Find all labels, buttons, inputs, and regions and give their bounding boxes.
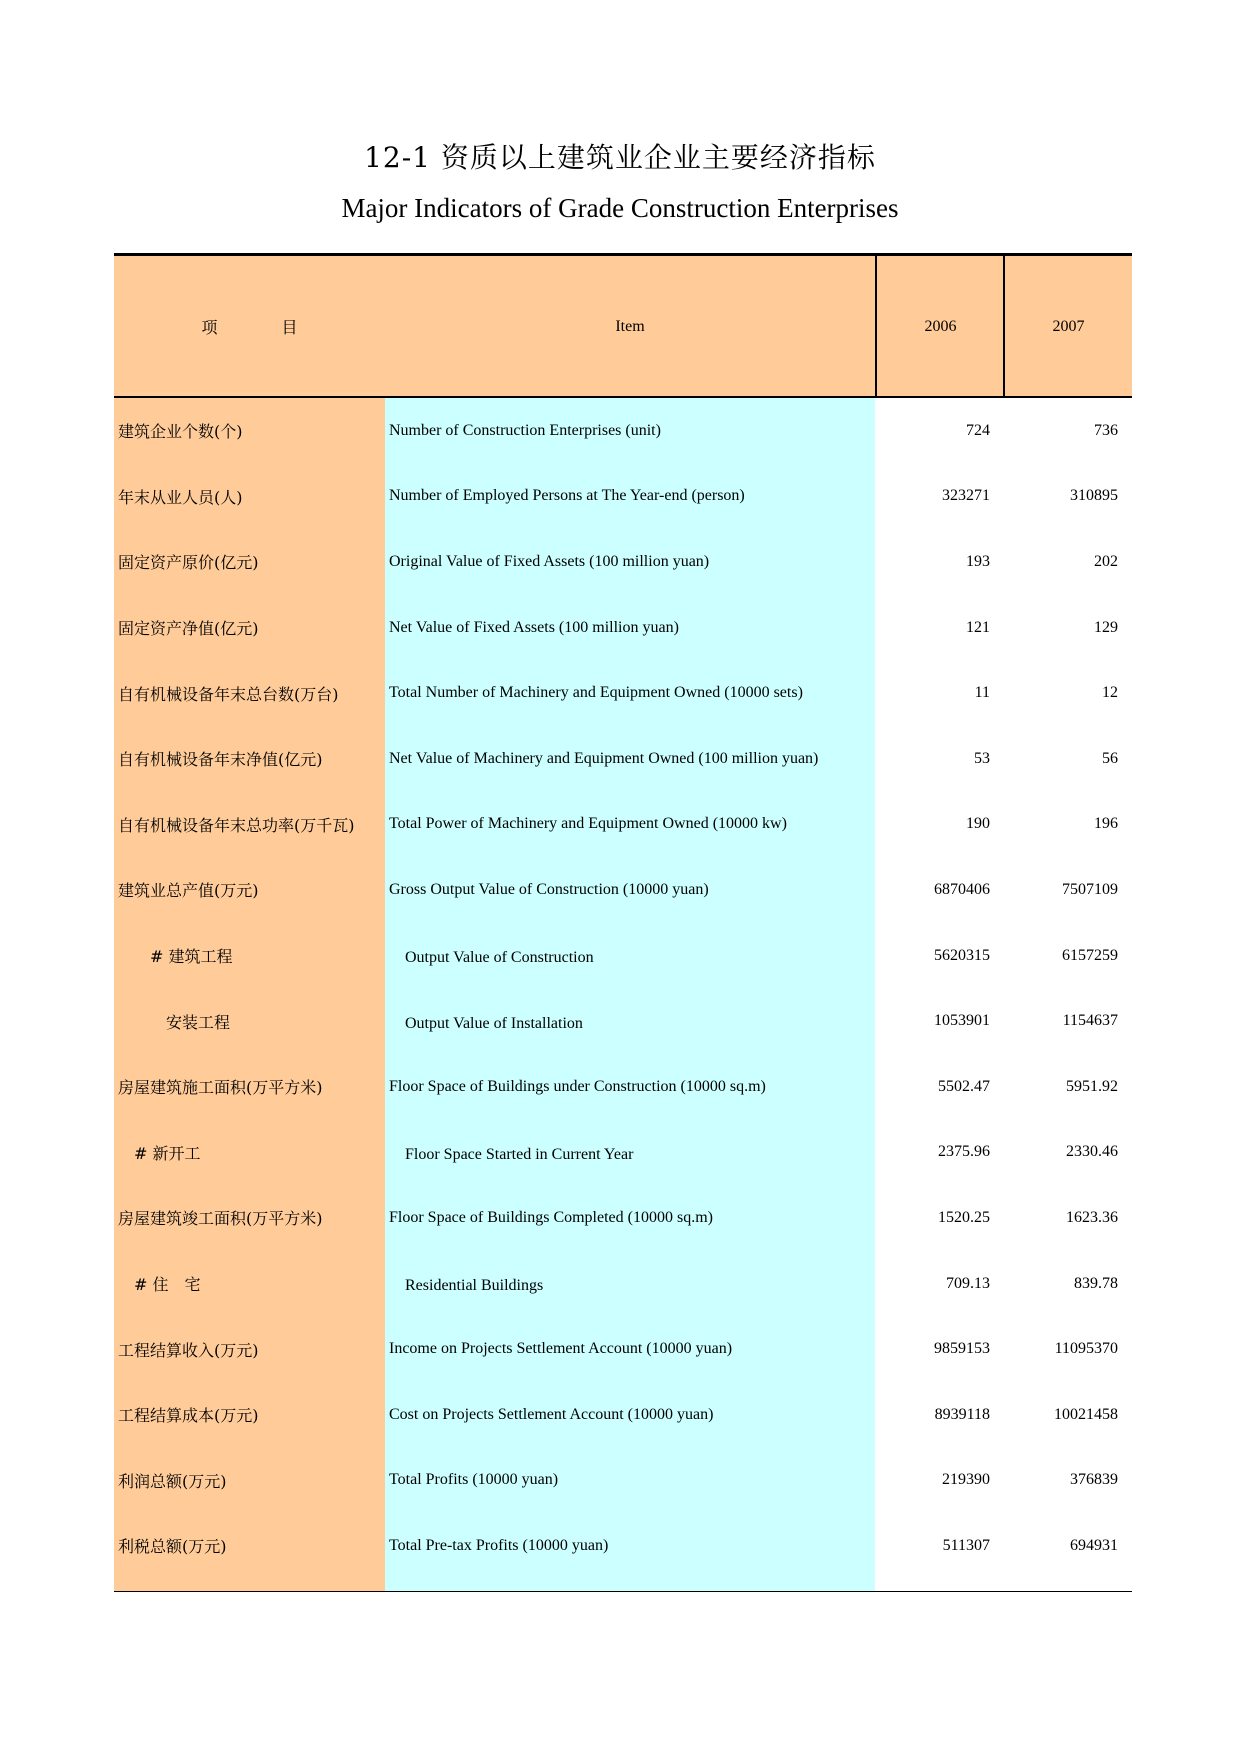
row-label-en: Gross Output Value of Construction (10000 yuan): [389, 880, 709, 898]
row-value-2006: 11: [974, 684, 990, 702]
header-year-2006: 2006: [924, 317, 957, 335]
row-label-en: Floor Space Started in Current Year: [389, 1145, 634, 1163]
row-label-cn: 自有机械设备年末总功率(万千瓦): [118, 815, 355, 835]
row-value-2006: 1520.25: [938, 1208, 990, 1226]
row-value-2007: 1623.36: [1066, 1208, 1118, 1226]
row-value-2007: 12: [1102, 684, 1118, 702]
header-divider: [1003, 256, 1005, 397]
row-value-2007: 310895: [1070, 487, 1118, 505]
table-body: [114, 398, 1132, 1579]
row-label-en: Residential Buildings: [389, 1277, 544, 1295]
table-row: [114, 1185, 1132, 1251]
table-row: [114, 1120, 1132, 1186]
row-label-en: Cost on Projects Settlement Account (10000 yuan): [389, 1405, 714, 1423]
row-value-2006: 2375.96: [938, 1143, 990, 1161]
row-label-cn: 利税总额(万元): [118, 1537, 227, 1557]
row-value-2006: 190: [966, 815, 990, 833]
row-value-2007: 56: [1102, 749, 1118, 767]
row-label-en: Total Pre-tax Profits (10000 yuan): [389, 1536, 609, 1554]
row-value-2007: 11095370: [1054, 1340, 1118, 1358]
row-value-2007: 5951.92: [1066, 1077, 1118, 1095]
row-value-2007: 376839: [1070, 1471, 1118, 1489]
row-value-2006: 1053901: [934, 1012, 990, 1030]
row-label-cn: 房屋建筑竣工面积(万平方米): [118, 1209, 323, 1229]
row-value-2007: 839.78: [1074, 1274, 1118, 1292]
row-label-cn: 建筑企业个数(个): [118, 422, 243, 442]
row-value-2007: 7507109: [1062, 880, 1118, 898]
row-label-cn: # 建筑工程: [118, 947, 233, 967]
row-label-cn: 工程结算成本(万元): [118, 1406, 259, 1426]
table-row: [114, 923, 1132, 989]
row-value-2006: 193: [966, 552, 990, 570]
row-value-2006: 709.13: [946, 1274, 990, 1292]
row-value-2006: 6870406: [934, 880, 990, 898]
row-label-cn: # 新开工: [118, 1143, 201, 1163]
row-value-2006: 219390: [942, 1471, 990, 1489]
page-title-en: Major Indicators of Grade Construction Enterprises: [341, 193, 899, 223]
table-row: [114, 1382, 1132, 1448]
row-label-cn: 固定资产净值(亿元): [118, 619, 259, 639]
row-label-en: Output Value of Installation: [389, 1014, 583, 1032]
row-value-2007: 694931: [1070, 1536, 1118, 1554]
table-row: [114, 464, 1132, 530]
row-label-en: Net Value of Fixed Assets (100 million yuan): [389, 618, 679, 636]
row-label-en: Number of Construction Enterprises (unit): [389, 421, 661, 439]
table-bottom-rule: [114, 1591, 1132, 1592]
row-value-2006: 53: [974, 749, 990, 767]
table-row: [114, 1448, 1132, 1514]
row-value-2007: 2330.46: [1066, 1143, 1118, 1161]
row-value-2006: 121: [966, 618, 990, 636]
row-value-2006: 511307: [942, 1536, 990, 1554]
row-value-2007: 6157259: [1062, 946, 1118, 964]
row-value-2006: 8939118: [934, 1405, 990, 1423]
row-value-2006: 9859153: [934, 1340, 990, 1358]
row-label-en: Net Value of Machinery and Equipment Owned (100 million yuan): [389, 749, 819, 767]
header-item-cn: 项 目: [201, 318, 298, 337]
table-row: [114, 1054, 1132, 1120]
row-label-en: Output Value of Construction: [389, 949, 594, 967]
row-label-en: Original Value of Fixed Assets (100 million yuan): [389, 552, 710, 570]
table-row: [114, 529, 1132, 595]
row-label-en: Total Profits (10000 yuan): [389, 1471, 559, 1489]
table-row: [114, 660, 1132, 726]
row-value-2006: 5620315: [934, 946, 990, 964]
row-value-2007: 736: [1094, 421, 1118, 439]
row-label-en: Income on Projects Settlement Account (10000 yuan): [389, 1340, 733, 1358]
row-value-2006: 724: [966, 421, 990, 439]
row-label-cn: 工程结算收入(万元): [118, 1340, 259, 1360]
table-row: [114, 398, 1132, 464]
row-label-en: Total Number of Machinery and Equipment Owned (10000 sets): [389, 684, 803, 702]
row-label-cn: 自有机械设备年末总台数(万台): [118, 684, 339, 704]
row-value-2007: 202: [1094, 552, 1118, 570]
row-label-cn: 建筑业总产值(万元): [118, 881, 259, 901]
table-row: [114, 595, 1132, 661]
table-row: [114, 1251, 1132, 1317]
row-label-cn: 利润总额(万元): [118, 1471, 227, 1491]
row-value-2007: 10021458: [1054, 1405, 1118, 1423]
row-value-2006: 5502.47: [938, 1077, 990, 1095]
table-row: [114, 988, 1132, 1054]
table-header: [114, 256, 1132, 397]
page-title-cn: 12-1 资质以上建筑业企业主要经济指标: [364, 141, 876, 174]
row-label-en: Floor Space of Buildings Completed (10000 sq.m): [389, 1208, 713, 1226]
header-year-2007: 2007: [1052, 317, 1085, 335]
table-row: [114, 1513, 1132, 1579]
row-label-cn: 年末从业人员(人): [118, 487, 243, 507]
row-label-en: Total Power of Machinery and Equipment Owned (10000 kw): [389, 815, 787, 833]
header-item-en: Item: [615, 317, 645, 335]
row-label-cn: # 住 宅: [118, 1275, 201, 1295]
table-row: [114, 1316, 1132, 1382]
row-label-cn: 自有机械设备年末净值(亿元): [118, 750, 323, 770]
table-row: [114, 726, 1132, 792]
table-row: [114, 792, 1132, 858]
row-value-2006: 323271: [942, 487, 990, 505]
row-label-cn: 固定资产原价(亿元): [118, 553, 259, 573]
header-divider: [875, 256, 877, 397]
row-label-cn: 安装工程: [118, 1012, 231, 1032]
row-value-2007: 129: [1094, 618, 1118, 636]
row-value-2007: 196: [1094, 815, 1118, 833]
row-label-en: Number of Employed Persons at The Year-end (person): [389, 487, 745, 505]
row-label-en: Floor Space of Buildings under Construction (10000 sq.m): [389, 1077, 766, 1095]
row-value-2007: 1154637: [1062, 1012, 1118, 1030]
table-row: [114, 857, 1132, 923]
row-label-cn: 房屋建筑施工面积(万平方米): [118, 1078, 323, 1098]
